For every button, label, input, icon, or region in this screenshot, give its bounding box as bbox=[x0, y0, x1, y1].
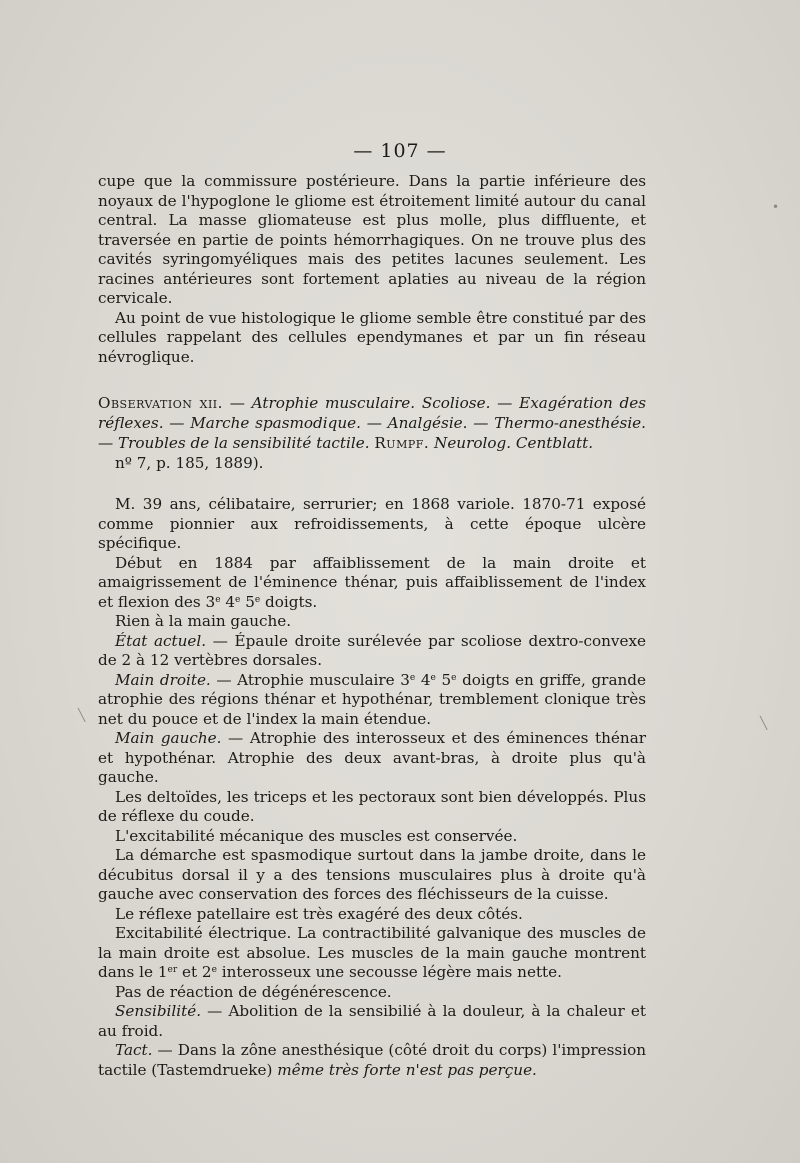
observation-journal: Neurolog. Centblatt. bbox=[434, 434, 594, 452]
margin-speck: • bbox=[772, 200, 780, 214]
body-text bbox=[98, 172, 646, 1080]
observation-title: — Atrophie musculaire. Scoliose. — Exagération des réflexes. — Marche spasmodique. — Analgésie. — Thermo-anesthésie. — Troubles de la sensibilité tactile. bbox=[98, 394, 646, 452]
margin-tick: ╲ bbox=[78, 708, 86, 722]
case-line-13: Sensibilité. — Abolition de la sensibilié à la douleur, à la chaleur et au froid. bbox=[98, 1002, 646, 1040]
page-number: — 107 — bbox=[353, 140, 447, 162]
observation-author: Rumpf. bbox=[374, 434, 430, 452]
paragraph-1: cupe que la commissure postérieure. Dans la partie inférieure des noyaux de l'hypoglone le gliome est étroitement limité autour du canal central. La masse gliomateuse est plus molle, plus diffluente, et traversée en partie de points hémorrhagiques. On ne trouve plus des cavités syringomyéliques mais des petites lacunes seulement. Les racines antérieures sont fortement aplaties au niveau de la région cervicale. bbox=[98, 172, 646, 307]
case-line-11: Excitabilité électrique. La contractibilité galvanique des muscles de la main droite est absolue. Les muscles de la main gauche montrent dans le 1er et 2e interosseux une secousse légère mais nette. bbox=[98, 924, 646, 981]
case-line-5: Main droite. — Atrophie musculaire 3e 4e 5e doigts en griffe, grande atrophie des régions thénar et hypothénar, tremblement clonique très net du pouce et de l'index la main étendue. bbox=[98, 670, 646, 728]
case-line-14: Tact. — Dans la zône anesthésique (côté droit du corps) l'impression tactile (Tastemdrueke) même très forte n'est pas perçue. bbox=[98, 1041, 646, 1079]
observation-label: Observation xii. bbox=[98, 394, 223, 412]
case-line-12: Pas de réaction de dégénérescence. bbox=[115, 982, 392, 1001]
case-line-4: État actuel. — Épaule droite surélevée par scoliose dextro-convexe de 2 à 12 vertèbres dorsales. bbox=[98, 631, 647, 669]
observation-reference: nº 7, p. 185, 1889). bbox=[115, 454, 264, 472]
case-line-10: Le réflexe patellaire est très exagéré des deux côtés. bbox=[115, 904, 523, 923]
case-line-7: Les deltoïdes, les triceps et les pectoraux sont bien développés. Plus de réflexe du coude. bbox=[98, 787, 646, 825]
case-line-3: Rien à la main gauche. bbox=[115, 612, 292, 630]
paragraph-2: Au point de vue histologique le gliome semble être constitué par des cellules rappelant des cellules ependymanes et par un fin réseau névroglique. bbox=[98, 308, 646, 366]
margin-tick-right: ╲ bbox=[760, 716, 768, 730]
case-line-8: L'excitabilité mécanique des muscles est conservée. bbox=[115, 826, 518, 845]
observation-heading bbox=[98, 393, 646, 473]
case-line-2: Début en 1884 par affaiblissement de la main droite et amaigrissement de l'éminence thénar, puis affaiblissement de l'index et flexion des 3e 4e 5e doigts. bbox=[98, 553, 646, 611]
case-line-6: Main gauche. — Atrophie des interosseux et des éminences thénar et hypothénar. Atrophie des deux avant-bras, à droite plus qu'à gauche. bbox=[98, 729, 647, 786]
case-line-1: M. 39 ans, célibataire, serrurier; en 1868 variole. 1870-71 exposé comme pionnier aux refroidissements, à cette époque ulcère spécifique. bbox=[98, 495, 646, 552]
case-line-9: La démarche est spasmodique surtout dans la jambe droite, dans le décubitus dorsal il y a des tensions musculaires plus à droite qu'à gauche avec conservation des forces des fléchisseurs de la cuisse. bbox=[98, 846, 646, 903]
